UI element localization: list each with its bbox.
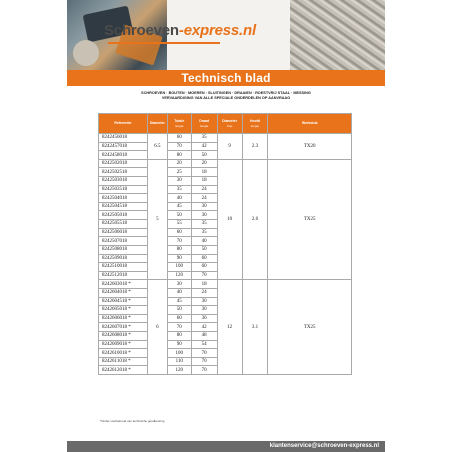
thread-length-cell: 54: [191, 340, 217, 349]
brand-suffix: -express.nl: [178, 22, 256, 39]
reference-cell: 8242508018: [99, 245, 148, 254]
reference-cell: 8242604018 *: [99, 288, 148, 297]
total-length-cell: 55: [167, 220, 191, 229]
total-length-cell: 70: [167, 237, 191, 246]
total-length-cell: 90: [167, 254, 191, 263]
reference-cell: 8242505518: [99, 220, 148, 229]
drive-cell: TX25: [268, 159, 352, 280]
page-title: Technisch blad: [181, 71, 271, 85]
reference-cell: 8242502018: [99, 159, 148, 168]
thread-length-cell: 18: [191, 280, 217, 289]
reference-cell: 8242605018 *: [99, 306, 148, 315]
column-header-unit: lengte: [175, 123, 184, 128]
reference-cell: 8242607018 *: [99, 323, 148, 332]
reference-cell: 8242608018 *: [99, 332, 148, 341]
reference-cell: 8242509018: [99, 254, 148, 263]
brand-logo: [104, 22, 256, 39]
thread-length-cell: 24: [191, 288, 217, 297]
column-header-unit: lengte: [200, 123, 209, 128]
total-length-cell: 45: [167, 297, 191, 306]
total-length-cell: 40: [167, 288, 191, 297]
screws-photo: [290, 0, 385, 70]
reference-cell: 8242612018 *: [99, 366, 148, 375]
reference-cell: 8242505018: [99, 211, 148, 220]
thread-length-cell: 50: [191, 245, 217, 254]
table-header-row: [99, 114, 352, 134]
column-header: [99, 114, 148, 134]
thread-length-cell: 30: [191, 211, 217, 220]
total-length-cell: 30: [167, 280, 191, 289]
spec-table: [98, 113, 352, 375]
head-length-cell: 2.6: [242, 159, 268, 280]
thread-length-cell: 70: [191, 271, 217, 280]
reference-cell: 8242504518: [99, 202, 148, 211]
total-length-cell: 70: [167, 142, 191, 151]
column-header: [191, 114, 217, 134]
head-diameter-cell: 9: [217, 134, 242, 160]
head-diameter-cell: 10: [217, 159, 242, 280]
column-header-label: Totale: [174, 119, 185, 123]
total-length-cell: 110: [167, 357, 191, 366]
total-length-cell: 60: [167, 134, 191, 143]
thread-length-cell: 42: [191, 323, 217, 332]
reference-cell: 8242507018: [99, 237, 148, 246]
column-header-unit: lengte: [250, 123, 260, 128]
diameter-cell: 6: [147, 280, 167, 375]
total-length-cell: 100: [167, 263, 191, 272]
thread-length-cell: 18: [191, 177, 217, 186]
column-header-label: Hoofd: [249, 119, 261, 123]
reference-cell: 8242457018: [99, 142, 148, 151]
total-length-cell: 70: [167, 323, 191, 332]
total-length-cell: 30: [167, 177, 191, 186]
total-length-cell: 50: [167, 211, 191, 220]
column-header: [242, 114, 268, 134]
diameter-cell: 5: [147, 159, 167, 280]
reference-cell: 8242506018: [99, 228, 148, 237]
column-header-label: Diameter: [222, 119, 238, 123]
total-length-cell: 45: [167, 202, 191, 211]
table-row: [99, 280, 352, 289]
drive-cell: TX25: [268, 280, 352, 375]
reference-cell: 8242609018 *: [99, 340, 148, 349]
column-header-label: Draad: [199, 119, 210, 123]
diameter-cell: 6.5: [147, 134, 167, 160]
reference-cell: 8242503518: [99, 185, 148, 194]
footnote: *Onder voorbehoud van technische goedkeuring: [100, 419, 165, 423]
reference-cell: 8242458018: [99, 151, 148, 160]
thread-length-cell: 70: [191, 349, 217, 358]
reference-cell: 8242610018 *: [99, 349, 148, 358]
column-header: [217, 114, 242, 134]
column-header-label: Referentie: [114, 121, 132, 126]
thread-length-cell: 70: [191, 366, 217, 375]
thread-length-cell: 50: [191, 151, 217, 160]
subtitle-line-2: VERVAARDIGING VAN ALLE SPECIALE ONDERDELEN OP AANVRAAG: [161, 96, 291, 100]
column-header: [167, 114, 191, 134]
thread-length-cell: 30: [191, 202, 217, 211]
total-length-cell: 20: [167, 159, 191, 168]
thread-length-cell: 70: [191, 357, 217, 366]
reference-cell: 8242502518: [99, 168, 148, 177]
reference-cell: 8242503018: [99, 177, 148, 186]
total-length-cell: 120: [167, 366, 191, 375]
thread-length-cell: 30: [191, 297, 217, 306]
thread-length-cell: 35: [191, 134, 217, 143]
total-length-cell: 80: [167, 332, 191, 341]
column-header-label: Werkstuk: [301, 121, 318, 126]
thread-length-cell: 48: [191, 332, 217, 341]
total-length-cell: 50: [167, 306, 191, 315]
table-row: [99, 159, 352, 168]
footer-bar: [67, 441, 385, 452]
thread-length-cell: 42: [191, 142, 217, 151]
thread-length-cell: 60: [191, 254, 217, 263]
total-length-cell: 35: [167, 185, 191, 194]
thread-length-cell: 24: [191, 185, 217, 194]
total-length-cell: 40: [167, 194, 191, 203]
table-body: [99, 134, 352, 375]
thread-length-cell: 20: [191, 159, 217, 168]
column-header: [147, 114, 167, 134]
head-length-cell: 2.3: [242, 134, 268, 160]
head-diameter-cell: 12: [217, 280, 242, 375]
contact-email[interactable]: klantenservice@schroeven-express.nl: [269, 443, 379, 449]
column-header-unit: Kop: [226, 123, 233, 128]
reference-cell: 8242604518 *: [99, 297, 148, 306]
logo-underline: [108, 42, 220, 44]
brand-name: Schroeven: [104, 22, 179, 39]
column-header: [268, 114, 352, 134]
thread-length-cell: 40: [191, 237, 217, 246]
title-bar: [67, 70, 385, 86]
thread-length-cell: 24: [191, 194, 217, 203]
total-length-cell: 100: [167, 349, 191, 358]
reference-cell: 8242603018 *: [99, 280, 148, 289]
reference-cell: 8242611018 *: [99, 357, 148, 366]
total-length-cell: 90: [167, 340, 191, 349]
thread-length-cell: 36: [191, 314, 217, 323]
drive-cell: TX20: [268, 134, 352, 160]
total-length-cell: 25: [167, 168, 191, 177]
total-length-cell: 60: [167, 228, 191, 237]
reference-cell: 8242512018: [99, 271, 148, 280]
total-length-cell: 60: [167, 314, 191, 323]
thread-length-cell: 35: [191, 220, 217, 229]
total-length-cell: 120: [167, 271, 191, 280]
subtitle-line-1: SCHROEVEN · BOUTEN · MOEREN · SLUITINGEN · DRAAIEN · ROESTVRIJ STAAL · MESSING: [141, 91, 311, 95]
reference-cell: 8242606018 *: [99, 314, 148, 323]
reference-cell: 8242504018: [99, 194, 148, 203]
head-length-cell: 3.1: [242, 280, 268, 375]
thread-length-cell: 18: [191, 168, 217, 177]
reference-cell: 8242456018: [99, 134, 148, 143]
thread-length-cell: 35: [191, 228, 217, 237]
table-row: [99, 134, 352, 143]
total-length-cell: 80: [167, 151, 191, 160]
reference-cell: 8242510018: [99, 263, 148, 272]
thread-length-cell: 60: [191, 263, 217, 272]
thread-length-cell: 30: [191, 306, 217, 315]
column-header-label: Diameter: [149, 121, 165, 126]
total-length-cell: 80: [167, 245, 191, 254]
